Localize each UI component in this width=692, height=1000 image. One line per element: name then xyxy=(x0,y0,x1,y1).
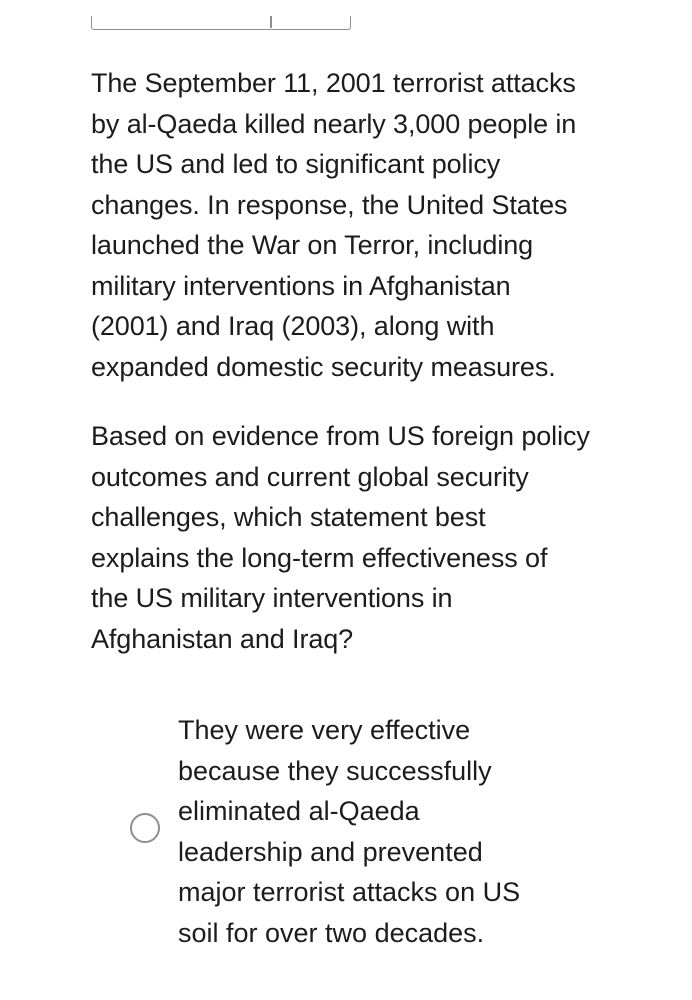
segmented-control-edge xyxy=(91,16,351,30)
context-paragraph: The September 11, 2001 terrorist attacks by al-Qaeda killed nearly 3,000 people in the US and led to significant policy changes. In response, the United States launched the War on Terror, including military interventions in Afghanistan (2001) and Iraq (2003), along with expanded domestic security measures. xyxy=(91,68,577,382)
radio-button-icon[interactable] xyxy=(130,813,160,843)
answer-option-label[interactable]: They were very effective because they successfully eliminated al-Qaeda leadership and prevented major terrorist attacks on US soil for over two decades. xyxy=(178,715,521,948)
segment-divider xyxy=(270,16,272,28)
answer-option-1[interactable] xyxy=(130,710,650,955)
question-prompt: Based on evidence from US foreign policy outcomes and current global security challenges, which statement best explains the long-term effectiveness of the US military interventions in Afghanistan and Iraq? xyxy=(91,421,590,654)
